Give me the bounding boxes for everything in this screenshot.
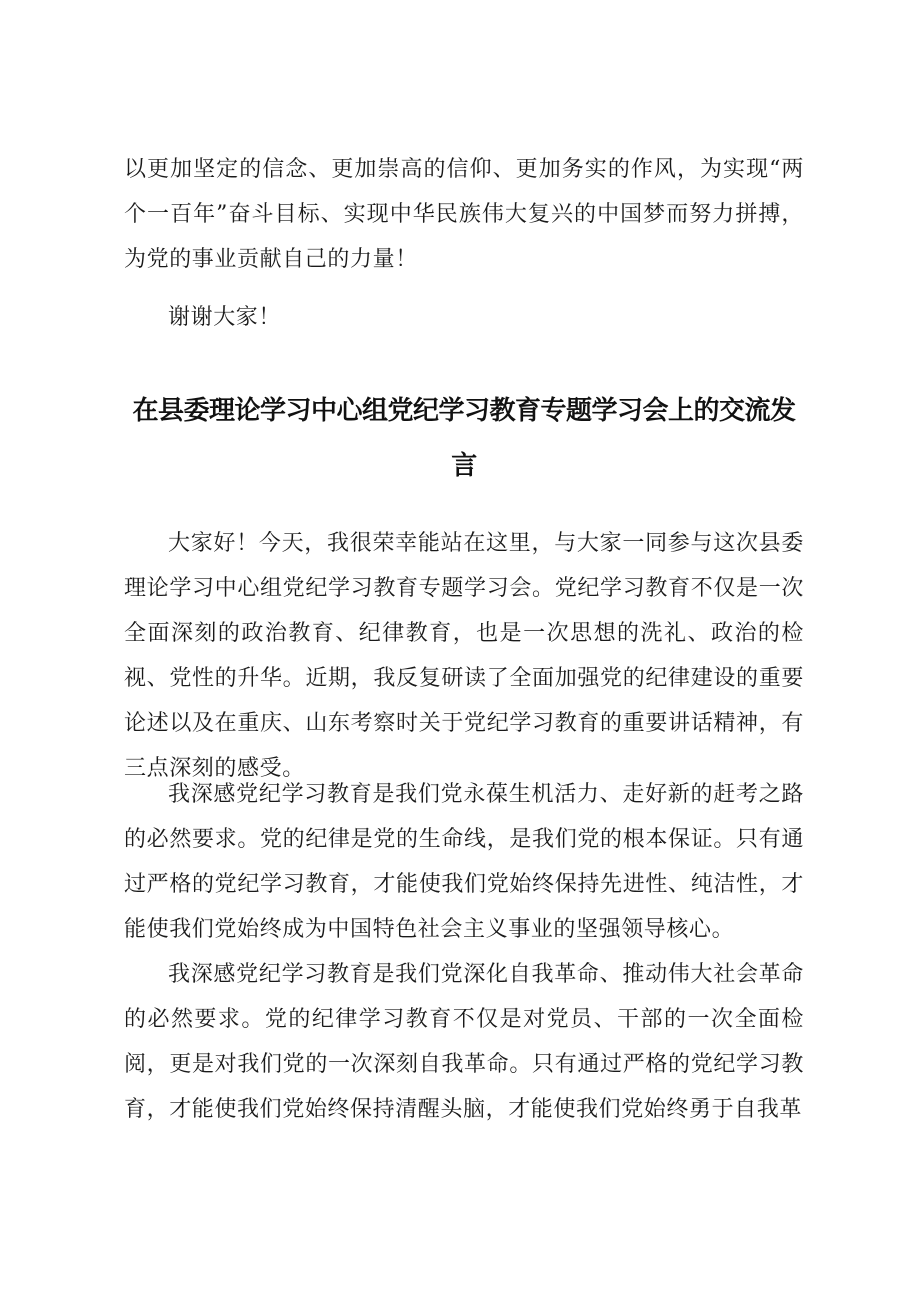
body-paragraph-3: 我深感党纪学习教育是我们党深化自我革命、推动伟大社会革命的必然要求。党的纪律学习教育不仅是对党员、干部的一次全面检阅，更是对我们党的一次深刻自我革命。只有通过严格的党纪学习教育，才能使我们党始终保持清醒头脑，才能使我们党始终勇于自我革 — [124, 962, 804, 1122]
document-title: 在县委理论学习中心组党纪学习教育专题学习会上的交流发言 — [132, 396, 796, 481]
body-paragraph-2: 我深感党纪学习教育是我们党永葆生机活力、走好新的赶考之路的必然要求。党的纪律是党的生命线，是我们党的根本保证。只有通过严格的党纪学习教育，才能使我们党始终保持先进性、纯洁性，才能使我们党始终成为中国特色社会主义事业的坚强领导核心。 — [124, 782, 804, 942]
closing-paragraph: 以更加坚定的信念、更加崇高的信仰、更加务实的作风，为实现“两个一百年”奋斗目标、实现中华民族伟大复兴的中国梦而努力拼搏，为党的事业贡献自己的力量！ — [124, 157, 804, 272]
thanks-line: 谢谢大家！ — [168, 305, 282, 330]
body-paragraph-1: 大家好！今天，我很荣幸能站在这里，与大家一同参与这次县委理论学习中心组党纪学习教育专题学习会。党纪学习教育不仅是一次全面深刻的政治教育、纪律教育，也是一次思想的洗礼、政治的检视、党性的升华。近期，我反复研读了全面加强党的纪律建设的重要论述以及在重庆、山东考察时关于党纪学习教育的重要讲话精神，有三点深刻的感受。 — [124, 531, 804, 781]
